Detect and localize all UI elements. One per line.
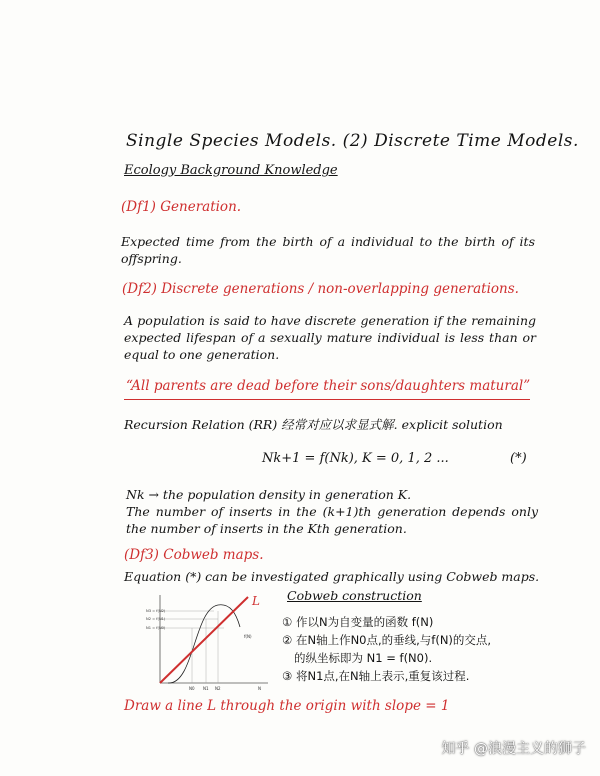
- cobweb-steps: [282, 613, 491, 685]
- x-tick-label: N0: [189, 686, 195, 691]
- instruction-text: Draw a line L through the origin with slope = 1: [124, 698, 450, 714]
- def2-heading: (Df2) Discrete generations / non-overlapping generations.: [122, 281, 519, 297]
- x-tick-label: N2: [215, 686, 221, 691]
- section-subtitle: Ecology Background Knowledge: [124, 163, 338, 178]
- page-title: Single Species Models. (2) Discrete Time Models.: [126, 131, 579, 151]
- recursion-text: Recursion Relation (RR) 经常对应以求显式解. explicit solution: [124, 417, 503, 432]
- cobweb-step-3: ③ 将N1点,在N轴上表示,重复该过程.: [282, 669, 470, 683]
- line-L-label: L: [252, 594, 260, 608]
- def1-text: Expected time from the birth of a individual to the birth of its offspring.: [121, 234, 535, 266]
- recursion-equation: Nk+1 = f(Nk), K = 0, 1, 2 ...: [262, 451, 449, 466]
- cobweb-step-2-cont: 的纵坐标即为 N1 = f(N0).: [294, 651, 433, 665]
- x-axis-label: N: [258, 686, 261, 691]
- watermark: 知乎 @浪漫主义的狮子: [441, 741, 586, 757]
- y-tick-label: N1 = f(N0): [146, 626, 166, 630]
- curve-label: f(N): [244, 634, 252, 639]
- cobweb-step-1: ① 作以N为自变量的函数 f(N): [282, 615, 434, 629]
- def3-text: Equation (*) can be investigated graphically using Cobweb maps.: [124, 569, 540, 584]
- line-L: [160, 597, 248, 683]
- quote-underline: [124, 399, 530, 400]
- def3-heading: (Df3) Cobweb maps.: [124, 547, 264, 563]
- recursion-line: [124, 416, 503, 433]
- key-quote: “All parents are dead before their sons/daughters matural”: [126, 378, 531, 394]
- equation-tag: (*): [510, 451, 527, 466]
- cobweb-graph: [146, 593, 276, 695]
- x-tick-label: N1: [203, 686, 209, 691]
- cobweb-title: Cobweb construction: [287, 588, 422, 603]
- nk-definition: Nk → the population density in generation K.: [126, 487, 412, 502]
- cobweb-step-2: ② 在N轴上作N0点,的垂线,与f(N)的交点,: [282, 633, 492, 647]
- y-tick-label: N2 = f(N1): [146, 617, 166, 621]
- def2-text: A population is said to have discrete generation if the remaining expected lifespan of a sexually mature individual is less than or equal to one generation.: [124, 313, 536, 362]
- y-tick-label: N3 = f(N2): [146, 609, 166, 613]
- def1-heading: (Df1) Generation.: [121, 199, 242, 215]
- nk-dependency: The number of inserts in the (k+1)th generation depends only the number of inserts in the Kth generation.: [126, 504, 538, 536]
